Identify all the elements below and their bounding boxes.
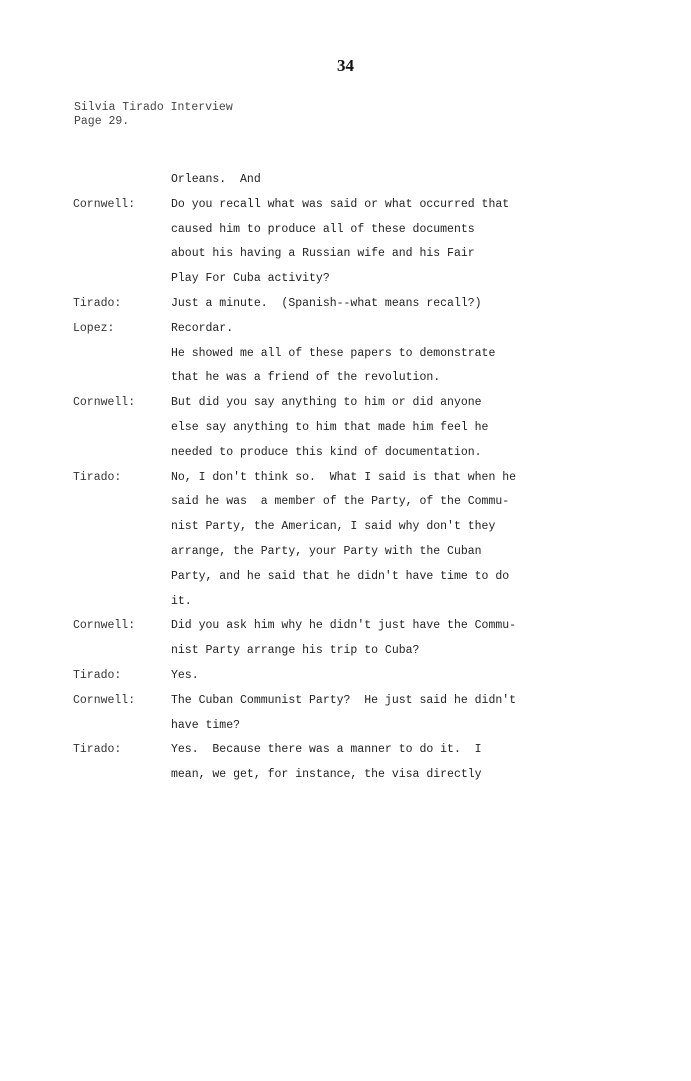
speaker-label: Cornwell: xyxy=(73,197,136,211)
speaker-label: Tirado: xyxy=(73,669,122,682)
transcript-line: nist Party arrange his trip to Cuba? xyxy=(171,644,420,658)
speaker-label: Cornwell: xyxy=(73,396,136,410)
transcript-line: about his having a Russian wife and his Fair xyxy=(171,247,475,261)
transcript-line: Yes. Because there was a manner to do it. I xyxy=(171,743,482,757)
transcript-line: Just a minute. (Spanish--what means recall?) xyxy=(171,297,482,310)
transcript-line: No, I don't think so. What I said is that when he xyxy=(171,470,517,484)
transcript-line: else say anything to him that made him feel he xyxy=(171,421,489,434)
transcript-line: But did you say anything to him or did anyone xyxy=(171,396,482,410)
page-number: 34 xyxy=(337,56,354,75)
transcript-line: said he was a member of the Party, of the Commu- xyxy=(171,495,510,509)
speaker-label: Cornwell: xyxy=(73,693,136,707)
transcript-line: Recordar. xyxy=(171,321,234,335)
header-page: Page 29. xyxy=(74,115,130,128)
transcript-line: Did you ask him why he didn't just have the Commu- xyxy=(171,619,517,633)
transcript-line: Play For Cuba activity? xyxy=(171,272,330,286)
transcript-line: Yes. xyxy=(171,669,199,682)
transcript-line: have time? xyxy=(171,718,241,732)
header-title: Silvia Tirado Interview xyxy=(74,101,233,114)
speaker-label: Tirado: xyxy=(73,297,122,310)
transcript-line: Party, and he said that he didn't have time to do xyxy=(171,569,510,583)
transcript-line: needed to produce this kind of documentation. xyxy=(171,445,482,459)
transcript-line: nist Party, the American, I said why don't they xyxy=(171,520,496,534)
transcript-line: arrange, the Party, your Party with the Cuban xyxy=(171,545,482,558)
transcript-line: caused him to produce all of these documents xyxy=(171,222,475,236)
transcript-line: that he was a friend of the revolution. xyxy=(171,371,441,385)
transcript-line: The Cuban Communist Party? He just said he didn't xyxy=(171,693,517,707)
transcript-line: He showed me all of these papers to demonstrate xyxy=(171,346,496,360)
transcript-line: it. xyxy=(171,594,192,608)
transcript-line: Do you recall what was said or what occurred that xyxy=(171,197,510,211)
speaker-label: Tirado: xyxy=(73,470,122,484)
speaker-label: Lopez: xyxy=(73,321,115,335)
speaker-label: Cornwell: xyxy=(73,619,136,633)
speaker-label: Tirado: xyxy=(73,743,122,757)
transcript-line: mean, we get, for instance, the visa directly xyxy=(171,768,482,782)
transcript-line: Orleans. And xyxy=(171,173,261,186)
